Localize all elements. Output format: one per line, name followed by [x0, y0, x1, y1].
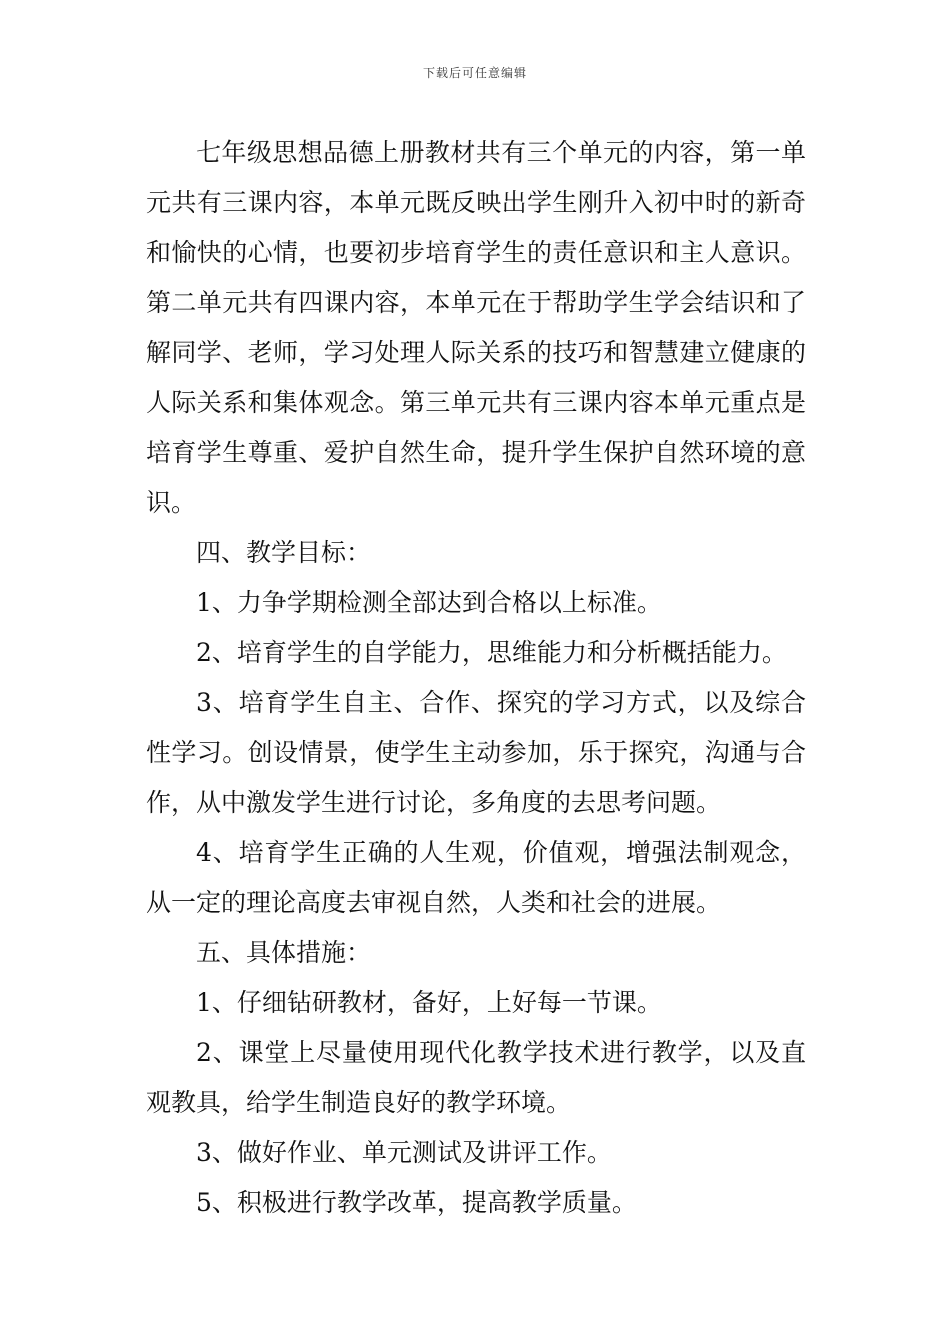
measure-item-2: 2、课堂上尽量使用现代化教学技术进行教学，以及直观教具，给学生制造良好的教学环境。 — [146, 1038, 806, 1117]
goal-item-1: 1、力争学期检测全部达到合格以上标准。 — [196, 588, 662, 617]
measure-item-1: 1、仔细钻研教材，备好，上好每一节课。 — [196, 988, 662, 1017]
document-body — [146, 128, 806, 1228]
goal-item-4: 4、培育学生正确的人生观，价值观，增强法制观念，从一定的理论高度去审视自然，人类和社会的进展。 — [146, 838, 806, 917]
goal-item-2: 2、培育学生的自学能力，思维能力和分析概括能力。 — [196, 638, 787, 667]
page-header-note: 下载后可任意编辑 — [422, 66, 527, 80]
section-heading-measures: 五、具体措施： — [196, 938, 372, 967]
paragraph-unit-overview: 七年级思想品德上册教材共有三个单元的内容，第一单元共有三课内容，本单元既反映出学生刚升入初中时的新奇和愉快的心情，也要初步培育学生的责任意识和主人意识。第二单元共有四课内容，本单元在于帮助学生学会结识和了解同学、老师，学习处理人际关系的技巧和智慧建立健康的人际关系和集体观念。第三单元共有三课内容本单元重点是培育学生尊重、爱护自然生命，提升学生保护自然环境的意识。 — [146, 138, 806, 517]
measure-item-3: 3、做好作业、单元测试及讲评工作。 — [196, 1138, 612, 1167]
goal-item-3: 3、培育学生自主、合作、探究的学习方式，以及综合性学习。创设情景，使学生主动参加，乐于探究，沟通与合作，从中激发学生进行讨论，多角度的去思考问题。 — [146, 688, 806, 817]
section-heading-teaching-goals: 四、教学目标： — [196, 538, 372, 567]
measure-item-5: 5、积极进行教学改革，提高教学质量。 — [196, 1188, 637, 1217]
